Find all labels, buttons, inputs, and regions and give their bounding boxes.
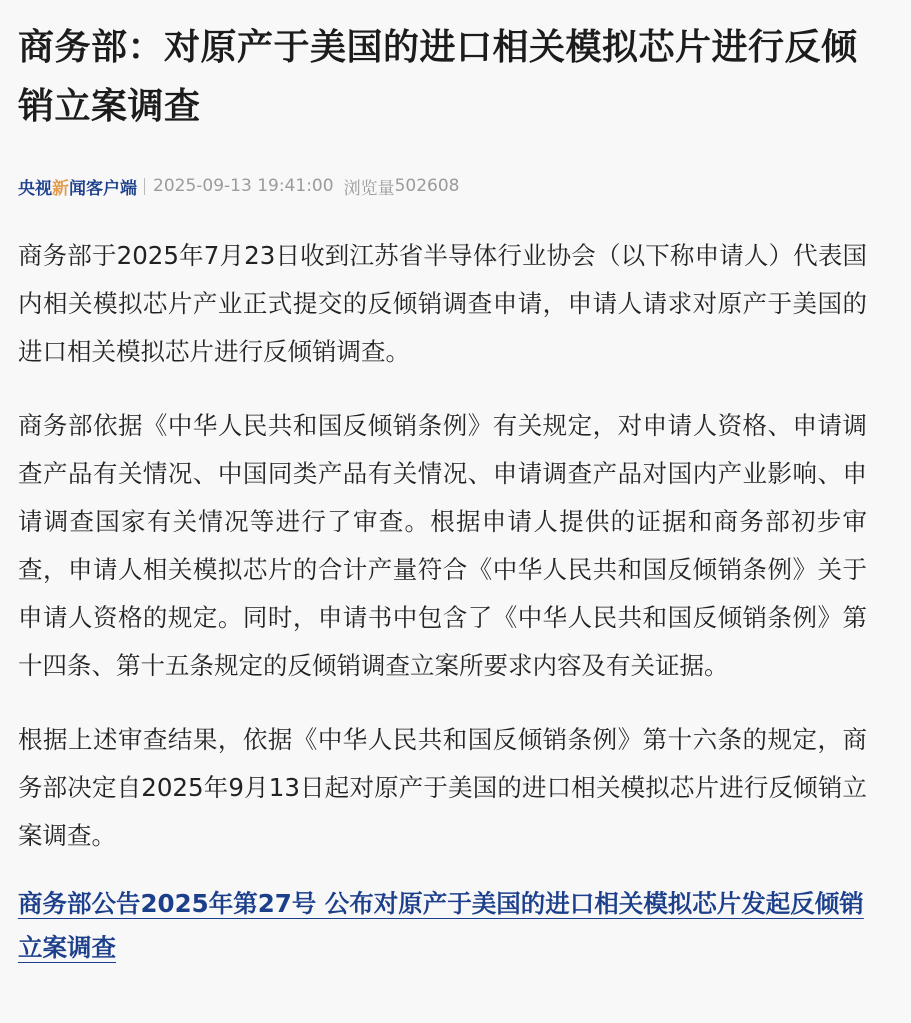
announcement-link[interactable]: 商务部公告2025年第27号 公布对原产于美国的进口相关模拟芯片发起反倾销立案调查	[18, 889, 864, 962]
views-label: 浏览量	[343, 178, 395, 199]
views-count: 502608	[394, 176, 460, 196]
article-title: 商务部：对原产于美国的进口相关模拟芯片进行反倾销立案调查	[18, 27, 858, 127]
article-meta	[18, 174, 867, 198]
meta-divider	[144, 178, 145, 195]
source-logo-part2: 新	[52, 178, 69, 199]
publish-time: 2025-09-13 19:41:00	[153, 176, 334, 196]
article-paragraph-3: 根据上述审查结果，依据《中华人民共和国反倾销条例》第十六条的规定，商务部决定自2025年9月13日起对原产于美国的进口相关模拟芯片进行反倾销立案调查。	[18, 725, 867, 850]
article-paragraph-2: 商务部依据《中华人民共和国反倾销条例》有关规定，对申请人资格、申请调查产品有关情况、中国同类产品有关情况、申请调查产品对国内产业影响、申请调查国家有关情况等进行了审查。根据申请人提供的证据和商务部初步审查，申请人相关模拟芯片的合计产量符合《中华人民共和国反倾销条例》关于申请人资格的规定。同时，申请书中包含了《中华人民共和国反倾销条例》第十四条、第十五条规定的反倾销调查立案所要求内容及有关证据。	[18, 411, 867, 680]
source-logo[interactable]	[18, 174, 137, 199]
source-logo-part1: 央视	[18, 178, 52, 199]
article-paragraph-1: 商务部于2025年7月23日收到江苏省半导体行业协会（以下称申请人）代表国内相关模拟芯片产业正式提交的反倾销调查申请，申请人请求对原产于美国的进口相关模拟芯片进行反倾销调查。	[18, 241, 867, 366]
source-logo-part3: 闻客户端	[69, 178, 137, 199]
